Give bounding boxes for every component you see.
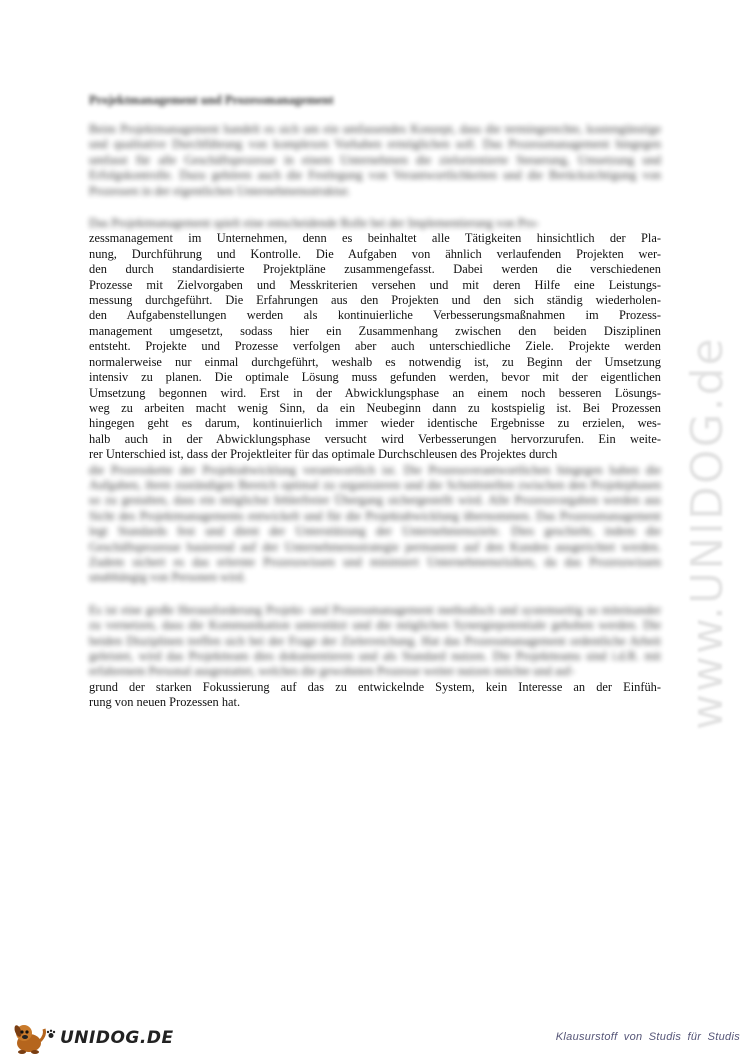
paragraph-2-line: den Aufgabenstellungen werden als kontinuierliche Verbesserungsmaßnahmen im Prozess- (89, 308, 661, 323)
paragraph-2-line: normalerweise nur einmal durchgeführt, weshalb es notwendig ist, zu Beginn der Umsetzung (89, 354, 661, 369)
document-heading: Projektmanagement und Prozessmanagement (89, 93, 334, 107)
paragraph-2-line: messung durchgeführt. Die Erfahrungen aus den Projekten und den sich ständig wiederholen- (89, 293, 661, 308)
paragraph-3-blurred: Es ist eine große Herausforderung Projekt- und Prozessmanagement methodisch und systemseitig so miteinander zu vernetzen, dass die Kommunikation unterstützt und die möglichen Synergiepotentiale gehoben werden. Die beiden Disziplinen treffen sich bei der Frage der Zielerreichung. Hat das Prozessmanagement ordentliche Arbeit geleistet, wird das Projektteam dies dokumentieren und als Standard nutzen. Die Projektteams sind i.d.R. mit erfahrenem Personal ausgestattet, welches die gewohnten Prozesse weiter nutzen möchte und auf- (89, 602, 661, 679)
dog-mascot-icon (10, 1021, 48, 1055)
paragraph-2-line: weg zu arbeiten macht wenig Sinn, da ein Neubeginn dann zu kostspielig ist. Bei Prozessen (89, 400, 661, 415)
paragraph-2-clear-text (89, 231, 661, 462)
paragraph-2-line: halb auch in der Abwicklungsphase versucht wird Verbesserungen hervorzurufen. Ein weite- (89, 431, 661, 446)
paragraph-2-line: den durch standardisierte Projektpläne zusammengefasst. Dabei werden die verschiedenen (89, 262, 661, 277)
paragraph-2-line: nung, Durchführung und Kontrolle. Die Aufgaben von ähnlich verlaufenden Projekten wer- (89, 246, 661, 261)
paragraph-2-line: Prozesse mit Zielvorgaben und Messkriterien versehen und mit deren Hilfe eine Leistungs- (89, 277, 661, 292)
paragraph-2-line: zessmanagement im Unternehmen, denn es beinhaltet alle Tätigkeiten hinsichtlich der Pla- (89, 231, 661, 246)
paragraph-2-line: management umgesetzt, sodass hier ein Zusammenhang zwischen den beiden Disziplinen (89, 323, 661, 338)
paragraph-2-line: Umsetzung begonnen wird. Erst in der Abwicklungsphase an einem noch besseren Lösungs- (89, 385, 661, 400)
paragraph-3-line: grund der starken Fokussierung auf das zu entwickelnde System, kein Interesse an der Einfüh- (89, 679, 661, 694)
paragraph-3 (89, 603, 661, 711)
paragraph-3-clear-text (89, 680, 661, 711)
unidog-logo (10, 1020, 174, 1056)
document-page (89, 92, 661, 728)
paragraph-2-line: hingegen geht es darum, kontinuierlich immer wieder identische Ergebnisse zu erzielen, wes- (89, 416, 661, 431)
paragraph-2-line: entsteht. Projekte und Prozesse verfolgen aber auch unterschiedliche Ziele. Projekte werden (89, 339, 661, 354)
paragraph-2-line: rer Unterschied ist, dass der Projektleiter für das optimale Durchschleusen des Projektes durch (89, 447, 558, 462)
paragraph-2-blurred-bottom: die Prozesskette der Projektabwicklung verantwortlich ist. Die Prozessverantwortlichen hingegen haben die Aufgaben, ihren zuständigen Bereich optimal zu organisieren und die Schnittstellen zwischen den Projektphasen so zu gestalten, dass ein möglichst fehlerfreier Übergang sichergestellt wird. Alle Prozessvorgaben werden aus Sicht des Projektmanagements entwickelt und für die Projektabwicklung übernommen. Das Prozessmanagement legt Standards fest und dient der Unterstützung der Unternehmensziele. Dies geschieht, indem die Geschäftsprozesse basierend auf der Unternehmensstrategie permanent auf den Kunden ausgerichtet werden. Zudem sichert es das erlernte Prozesswissen und minimiert Unternehmensrisiken, da das Prozesswissen unabhängig von Personen wird. (89, 462, 661, 585)
watermark-text: www.UNIDOG.de (682, 336, 733, 730)
logo-text: UNIDOG.DE (60, 1028, 174, 1048)
paragraph-2-blurred-top: Das Projektmanagement spielt eine entscheidende Rolle bei der Implementierung von Pro- (89, 216, 540, 231)
footer-tagline: Klausurstoff von Studis für Studis (555, 1031, 740, 1043)
paragraph-2-line: intensiv zu planen. Die optimale Lösung muss gefunden werden, bevor mit der eigentlichen (89, 370, 661, 385)
paragraph-1: Beim Projektmanagement handelt es sich um ein umfassendes Konzept, dass die termingerechte, kostengünstige und qualitative Durchführung von komplexen Vorhaben ermöglichen soll. Das Prozessmanagement hingegen umfasst für alle Geschäftsprozesse in einem Unternehmen die zielorientierte Steuerung, Umsetzung und Erfolgskontrolle. Dazu gehören auch die Festlegung von Verantwortlichkeiten und die Berücksichtigung von Prozessen in der eigentlichen Unternehmensstruktur. (89, 122, 661, 198)
paragraph-3-line: rung von neuen Prozessen hat. (89, 695, 241, 710)
paragraph-2 (89, 216, 661, 586)
